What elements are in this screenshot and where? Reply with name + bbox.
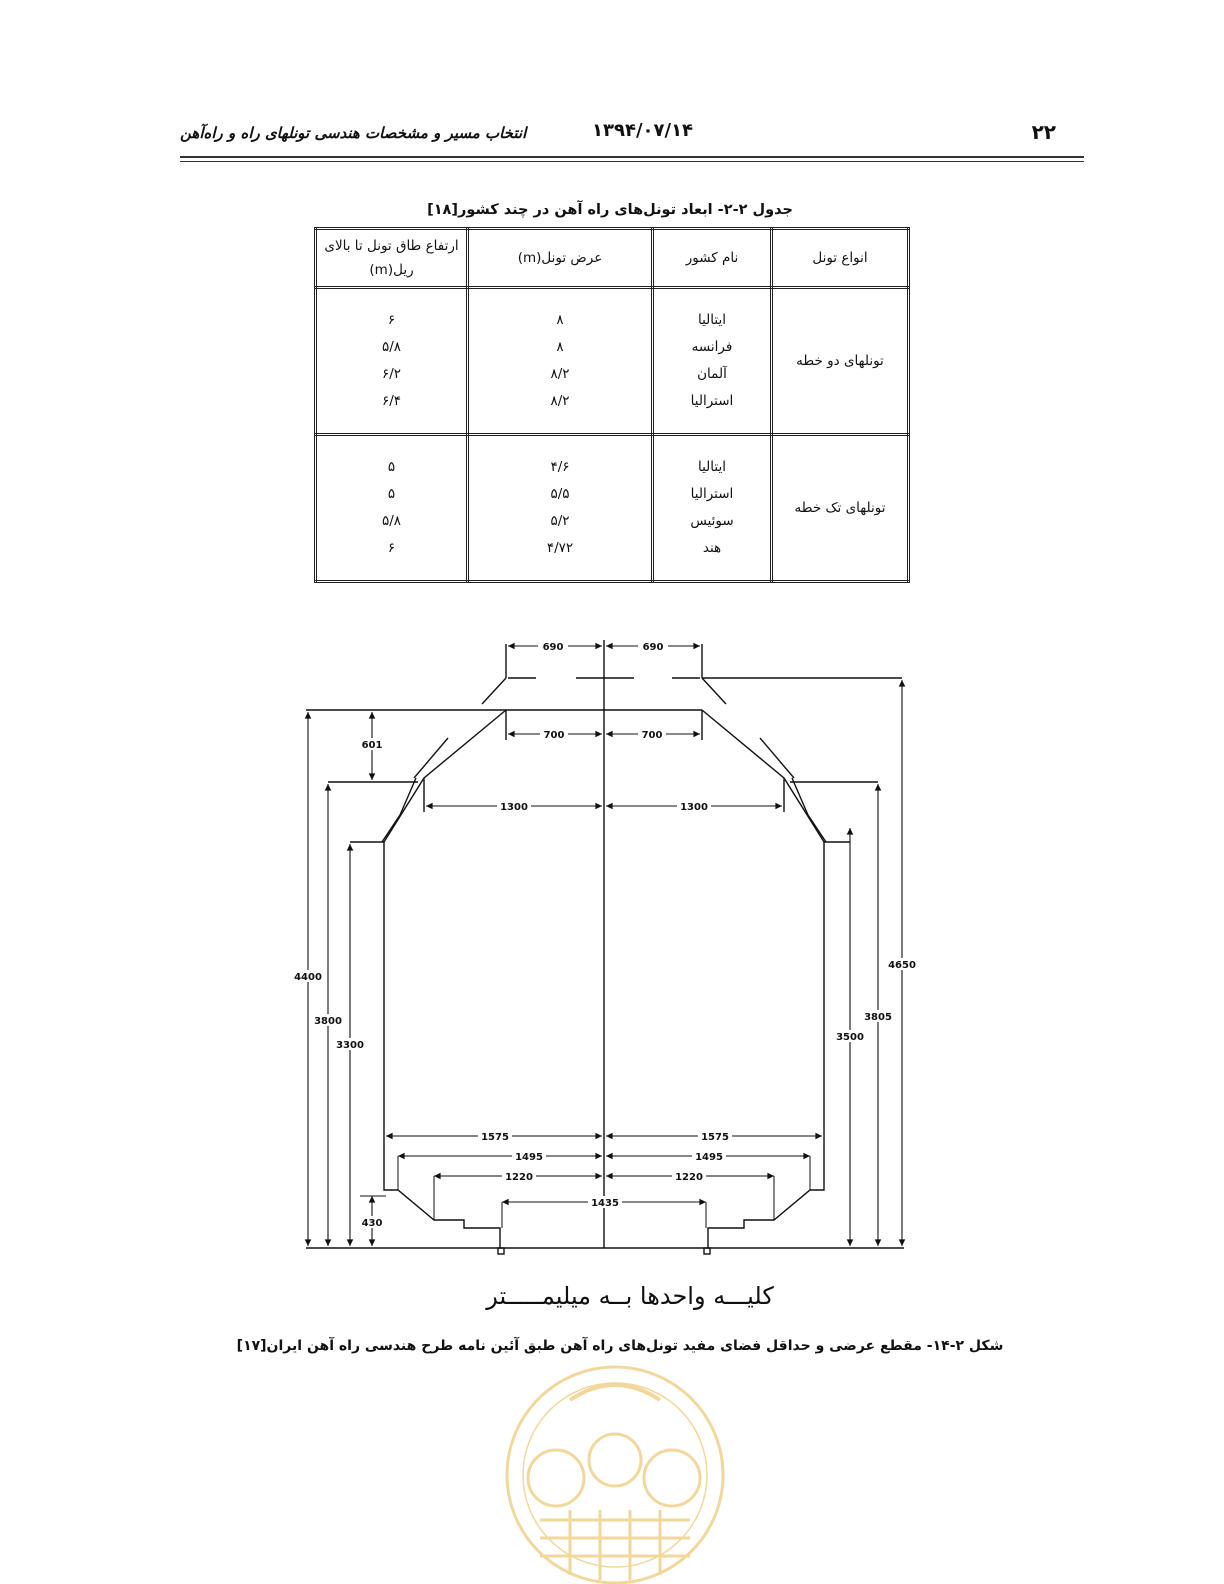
- country: ایتالیا: [698, 459, 726, 475]
- country: فرانسه: [691, 339, 733, 355]
- dim-label: 700: [641, 730, 663, 741]
- dim-label: 601: [361, 740, 383, 751]
- header-type: انواع تونل: [772, 229, 909, 288]
- dim-label: 1300: [680, 802, 708, 813]
- country: هند: [702, 540, 722, 556]
- table-caption: جدول ۲-۲- ابعاد تونل‌های راه آهن در چند کشور[۱۸]: [427, 202, 793, 218]
- table-header-row: [316, 229, 909, 288]
- gauge-right-shoulder: [792, 778, 826, 842]
- dim-label: 690: [642, 642, 664, 653]
- rail-left: [498, 1248, 504, 1254]
- height-value: ۶: [387, 312, 396, 328]
- dim-label: 690: [542, 642, 564, 653]
- header-date: ۱۳۹۴/۰۷/۱۴: [592, 120, 694, 141]
- dim-label: 3300: [336, 1040, 364, 1051]
- header-country: نام کشور: [653, 229, 772, 288]
- dim-label: 700: [543, 730, 565, 741]
- dim-label: 4400: [294, 972, 322, 983]
- header-rule-thin: [180, 161, 1084, 162]
- width-value: ۴/۷۲: [546, 540, 574, 556]
- figure-caption: شکل ۲-۱۴- مقطع عرضی و حداقل فضای مفید تونل‌های راه آهن طبق آئین نامه طرح هندسی راه آهن ایران[۱۷]: [236, 1338, 1004, 1354]
- clearance-outline-left: [384, 710, 506, 1248]
- header-rule: [180, 156, 1084, 158]
- dim-label: 430: [361, 1218, 383, 1229]
- dim-label: 3805: [864, 1012, 892, 1023]
- width-value: ۵/۲: [550, 513, 570, 529]
- tunnel-dimensions-table: [314, 227, 910, 583]
- cell-type: تونلهای تک خطه: [772, 435, 909, 582]
- clearance-outline-right: [702, 710, 824, 1248]
- cell-widths: [468, 288, 653, 435]
- height-value: ۵: [387, 459, 396, 475]
- page-header: [180, 118, 1084, 152]
- cell-type: تونلهای دو خطه: [772, 288, 909, 435]
- cell-countries: [653, 435, 772, 582]
- height-value: ۶/۲: [381, 366, 402, 382]
- width-value: ۸/۲: [550, 366, 570, 382]
- country: سوئیس: [690, 513, 734, 529]
- cell-widths: [468, 435, 653, 582]
- height-value: ۶: [387, 540, 396, 556]
- dim-label: 4650: [888, 960, 916, 971]
- width-value: ۸: [556, 339, 564, 355]
- dim-label: 1220: [505, 1172, 533, 1183]
- header-height: ارتفاع طاق تونل تا بالای ریل(m): [316, 229, 468, 288]
- tunnel-cross-section-drawing: [290, 630, 930, 1260]
- table-row: [316, 288, 909, 435]
- gauge-left-shoulder: [382, 778, 416, 842]
- dim-label: 3800: [314, 1016, 342, 1027]
- cell-heights: [316, 435, 468, 582]
- header-title: انتخاب مسیر و مشخصات هندسی تونلهای راه و راه‌آهن: [180, 124, 527, 142]
- cell-heights: [316, 288, 468, 435]
- dim-label: 1495: [515, 1152, 543, 1163]
- page-number: ۲۲: [1031, 120, 1056, 144]
- country: ایتالیا: [698, 312, 726, 328]
- canopy-left: [482, 678, 506, 704]
- watermark-seal-logo: [500, 1360, 730, 1584]
- dim-label: 1220: [675, 1172, 703, 1183]
- height-value: ۶/۴: [381, 393, 402, 409]
- country: استرالیا: [690, 486, 734, 502]
- height-value: ۵/۸: [381, 513, 402, 529]
- width-value: ۸/۲: [550, 393, 570, 409]
- canopy-right: [702, 678, 726, 704]
- dim-label: 1300: [500, 802, 528, 813]
- height-value: ۵: [387, 486, 396, 502]
- width-value: ۴/۶: [550, 459, 570, 475]
- cell-countries: [653, 288, 772, 435]
- height-value: ۵/۸: [381, 339, 402, 355]
- dim-label: 1575: [701, 1132, 729, 1143]
- width-value: ۵/۵: [550, 486, 570, 502]
- dim-label: 1495: [695, 1152, 723, 1163]
- header-width: عرض تونل(m): [468, 229, 653, 288]
- dim-label: 1435: [591, 1198, 619, 1209]
- country: آلمان: [697, 366, 727, 382]
- country: استرالیا: [690, 393, 734, 409]
- table-row: [316, 435, 909, 582]
- units-note: کلیـــه واحدها بــه میلیمـــــتر: [486, 1282, 774, 1310]
- width-value: ۸: [556, 312, 564, 328]
- dim-label: 3500: [836, 1032, 864, 1043]
- dim-label: 1575: [481, 1132, 509, 1143]
- rail-right: [704, 1248, 710, 1254]
